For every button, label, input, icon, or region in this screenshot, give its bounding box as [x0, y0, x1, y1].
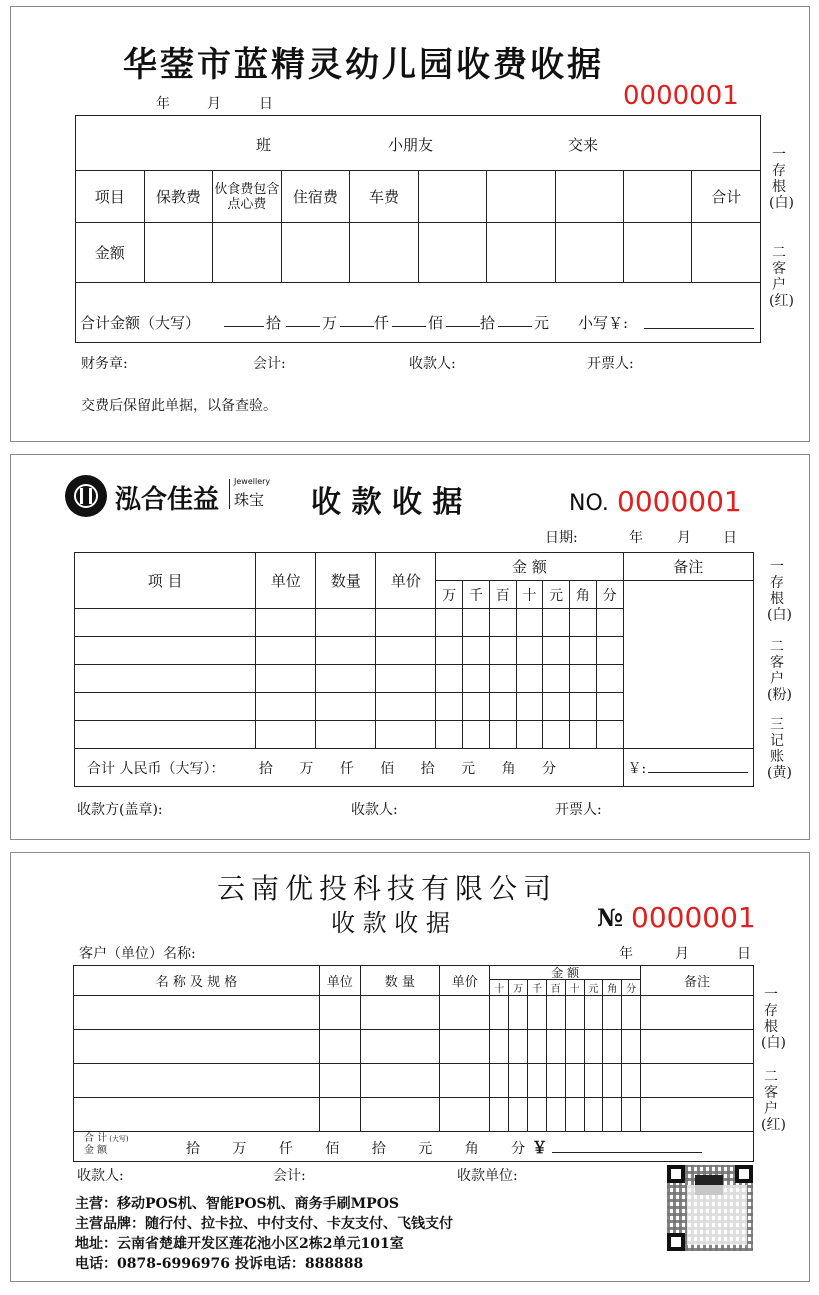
- receipt-kindergarten: [10, 6, 810, 442]
- receipt1-note: 交费后保留此单据，以备查验。: [81, 398, 277, 414]
- receipt1-pay-label: 交来: [568, 136, 599, 154]
- receipt1-header-blank: [418, 171, 486, 223]
- receipt3-unit: 万: [232, 1141, 247, 1157]
- receipt1-sig-finance: 财务章:: [81, 356, 128, 372]
- receipt2-digit-yuan: 元: [543, 581, 570, 609]
- receipt3-sig-unit: 收款单位:: [457, 1168, 518, 1184]
- receipt1-class-label: 班: [256, 136, 272, 154]
- receipt1-unit-shi: 拾: [266, 314, 282, 332]
- receipt-jewellery: [10, 454, 810, 840]
- receipt2-unit: 分: [542, 760, 557, 777]
- receipt1-header-item: 项目: [76, 171, 145, 223]
- receipt2-header-qty: 数量: [316, 553, 376, 609]
- receipt2-side-copy3: 三记账(黄): [767, 717, 792, 781]
- table-row[interactable]: [74, 1030, 754, 1064]
- receipt2-unit: 万: [299, 760, 314, 777]
- receipt3-digit: 千: [528, 980, 547, 996]
- receipt2-header-price: 单价: [376, 553, 436, 609]
- receipt1-date-day: 日: [259, 96, 273, 112]
- receipt3-total-label-b: 金 额: [84, 1145, 108, 1156]
- receipt1-date-year: 年: [156, 96, 170, 112]
- receipt1-small-field[interactable]: [644, 328, 754, 329]
- receipt2-header-remark: 备注: [623, 553, 753, 581]
- table-row[interactable]: [74, 996, 754, 1030]
- receipt3-sig-accountant: 会计:: [273, 1168, 306, 1184]
- receipt2-date-month: 月: [677, 530, 691, 546]
- receipt3-header-price: 单价: [440, 966, 490, 996]
- receipt2-table: [74, 552, 754, 787]
- receipt2-digit-qian: 千: [463, 581, 490, 609]
- receipt2-side-copy1: 一存根(白): [767, 559, 792, 623]
- receipt3-unit: 拾: [371, 1141, 386, 1157]
- receipt1-unit-yuan: 元: [534, 314, 550, 332]
- receipt3-unit: 仟: [278, 1141, 293, 1157]
- receipt3-side-copy2: 二客户(红): [761, 1069, 786, 1133]
- receipt1-header-meals: 伙食费包含点心费: [213, 171, 282, 223]
- receipt3-digit: 十: [565, 980, 584, 996]
- receipt3-unit: 拾: [186, 1141, 200, 1157]
- brand-logo-icon: [65, 475, 107, 517]
- receipt3-customer-label: 客户（单位）名称:: [79, 946, 196, 962]
- receipt1-amount-cell[interactable]: [555, 223, 623, 283]
- receipt1-header-tuition: 保教费: [144, 171, 213, 223]
- receipt3-header-qty: 数 量: [360, 966, 440, 996]
- receipt2-sig-issuer: 开票人:: [555, 802, 602, 818]
- receipt1-amount-cell[interactable]: [692, 223, 761, 283]
- receipt2-date-year: 年: [629, 530, 643, 546]
- receipt3-date-day: 日: [737, 946, 751, 962]
- receipt2-header-unit: 单位: [256, 553, 316, 609]
- receipt3-date-year: 年: [619, 946, 633, 962]
- receipt2-unit: 佰: [380, 760, 395, 777]
- receipt2-side-copy2: 二客户(粉): [767, 639, 792, 703]
- receipt3-info-phone: 电话：0878-6996976 投诉电话：888888: [75, 1256, 364, 1272]
- receipt2-unit: 元: [461, 760, 476, 777]
- receipt1-header-lodging: 住宿费: [281, 171, 350, 223]
- receipt3-digit: 分: [622, 980, 641, 996]
- receipt3-header-unit: 单位: [320, 966, 360, 996]
- receipt1-date-month: 月: [207, 96, 221, 112]
- receipt1-amount-cell[interactable]: [350, 223, 419, 283]
- receipt2-number: 0000001: [617, 485, 742, 518]
- receipt2-digit-shi: 十: [516, 581, 543, 609]
- receipt1-child-label: 小朋友: [388, 136, 434, 154]
- receipt2-remark-cell[interactable]: [623, 581, 753, 749]
- receipt1-sig-accountant: 会计:: [253, 356, 286, 372]
- receipt3-side-copy1: 一存根(白): [761, 987, 786, 1051]
- receipt2-sig-payee: 收款人:: [351, 802, 398, 818]
- receipt2-yen-cell[interactable]: [623, 749, 753, 787]
- receipt1-number: 0000001: [623, 81, 739, 111]
- receipt1-amount-cell[interactable]: [623, 223, 691, 283]
- receipt3-unit: 分: [511, 1141, 526, 1157]
- receipt2-title: 收 款 收 据: [311, 485, 463, 520]
- receipt3-digit: 百: [546, 980, 565, 996]
- receipt3-digit: 十: [490, 980, 509, 996]
- receipt3-unit: 佰: [325, 1141, 340, 1157]
- receipt1-small-label: 小写￥:: [578, 314, 629, 332]
- receipt3-total-row: [74, 1132, 754, 1162]
- receipt1-amount-cell[interactable]: [487, 223, 555, 283]
- table-row[interactable]: [74, 1064, 754, 1098]
- receipt3-info-business: 主营：移动POS机、智能POS机、商务手刷MPOS: [75, 1196, 399, 1212]
- receipt2-sig-payer: 收款方(盖章):: [77, 802, 163, 818]
- receipt1-title: 华蓥市蓝精灵幼儿园收费收据: [123, 45, 604, 85]
- receipt2-yen-label: ￥:: [627, 760, 647, 777]
- receipt1-sig-payee: 收款人:: [409, 356, 456, 372]
- receipt3-unit: 角: [464, 1141, 479, 1157]
- receipt2-header-item: 项 目: [75, 553, 256, 609]
- receipt1-header-blank: [623, 171, 691, 223]
- receipt3-table: [73, 965, 754, 1162]
- receipt3-date-month: 月: [675, 946, 689, 962]
- receipt2-header-amount: 金 额: [436, 553, 623, 581]
- receipt2-digit-fen: 分: [596, 581, 623, 609]
- receipt2-unit: 角: [501, 760, 516, 777]
- receipt2-digit-jiao: 角: [570, 581, 597, 609]
- receipt1-unit-qian: 仟: [374, 314, 390, 332]
- receipt3-sig-payee: 收款人:: [77, 1168, 124, 1184]
- receipt2-unit: 拾: [420, 760, 435, 777]
- receipt3-info-brands: 主营品牌：随行付、拉卡拉、中付支付、卡友支付、飞钱支付: [75, 1216, 453, 1232]
- receipt3-company: 云南优投科技有限公司: [217, 872, 558, 905]
- receipt1-amount-cell[interactable]: [418, 223, 486, 283]
- receipt3-yen: ￥: [531, 1138, 548, 1157]
- receipt3-total-label-c: (大写): [109, 1135, 129, 1143]
- receipt3-total-label-a: 合 计: [84, 1133, 108, 1144]
- receipt2-unit: 拾: [258, 760, 273, 777]
- receipt2-unit: 仟: [339, 760, 354, 777]
- receipt1-amount-label: 金额: [76, 223, 145, 283]
- receipt1-unit-shi2: 拾: [480, 314, 496, 332]
- receipt3-header-amount: 金 额: [490, 966, 641, 980]
- receipt1-header-blank: [487, 171, 555, 223]
- receipt1-amount-cell[interactable]: [144, 223, 213, 283]
- receipt1-header-bus: 车费: [350, 171, 419, 223]
- receipt3-unit: 元: [418, 1141, 433, 1157]
- receipt2-date-label: 日期:: [545, 530, 578, 546]
- brand-sub-en: Jewellery: [234, 477, 271, 486]
- receipt3-yen-field[interactable]: [552, 1152, 702, 1153]
- brand-name: 泓合佳益: [115, 485, 220, 515]
- receipt3-number: 0000001: [631, 901, 756, 934]
- receipt1-sig-issuer: 开票人:: [587, 356, 634, 372]
- receipt1-amount-cell[interactable]: [281, 223, 350, 283]
- receipt3-header-remark: 备注: [641, 966, 754, 996]
- receipt2-total-row: [75, 749, 624, 787]
- receipt3-no-label: №: [597, 903, 624, 932]
- qr-code-icon: [667, 1165, 753, 1251]
- receipt2-no-label: NO.: [569, 491, 609, 516]
- receipt3-digit: 角: [603, 980, 622, 996]
- receipt3-info-address: 地址：云南省楚雄开发区莲花池小区2栋2单元101室: [75, 1236, 404, 1252]
- receipt3-digit: 元: [584, 980, 603, 996]
- receipt1-fee-grid: [75, 170, 761, 283]
- receipt1-header-total: 合计: [692, 171, 761, 223]
- receipt2-date-day: 日: [723, 530, 737, 546]
- receipt3-header-item: 名 称 及 规 格: [74, 966, 320, 996]
- receipt2-digit-wan: 万: [436, 581, 463, 609]
- table-row[interactable]: [74, 1098, 754, 1132]
- receipt3-digit: 万: [509, 980, 528, 996]
- receipt1-unit-wan: 万: [322, 314, 338, 332]
- receipt1-unit-bai: 佰: [428, 314, 444, 332]
- receipt-company: [10, 852, 810, 1282]
- receipt1-table: [75, 115, 761, 343]
- receipt1-amount-cell[interactable]: [213, 223, 282, 283]
- receipt1-side-copy2: 二客户(红): [769, 245, 794, 309]
- brand-sub: 珠宝: [234, 491, 265, 509]
- receipt1-total-label: 合计金额（大写）: [80, 314, 201, 332]
- receipt1-header-blank: [555, 171, 623, 223]
- receipt3-title: 收 款 收 据: [331, 909, 450, 937]
- receipt2-digit-bai: 百: [489, 581, 516, 609]
- receipt2-total-label: 合计 人民币（大写）：: [87, 760, 225, 777]
- receipt1-side-copy1: 一存根(白): [769, 147, 794, 211]
